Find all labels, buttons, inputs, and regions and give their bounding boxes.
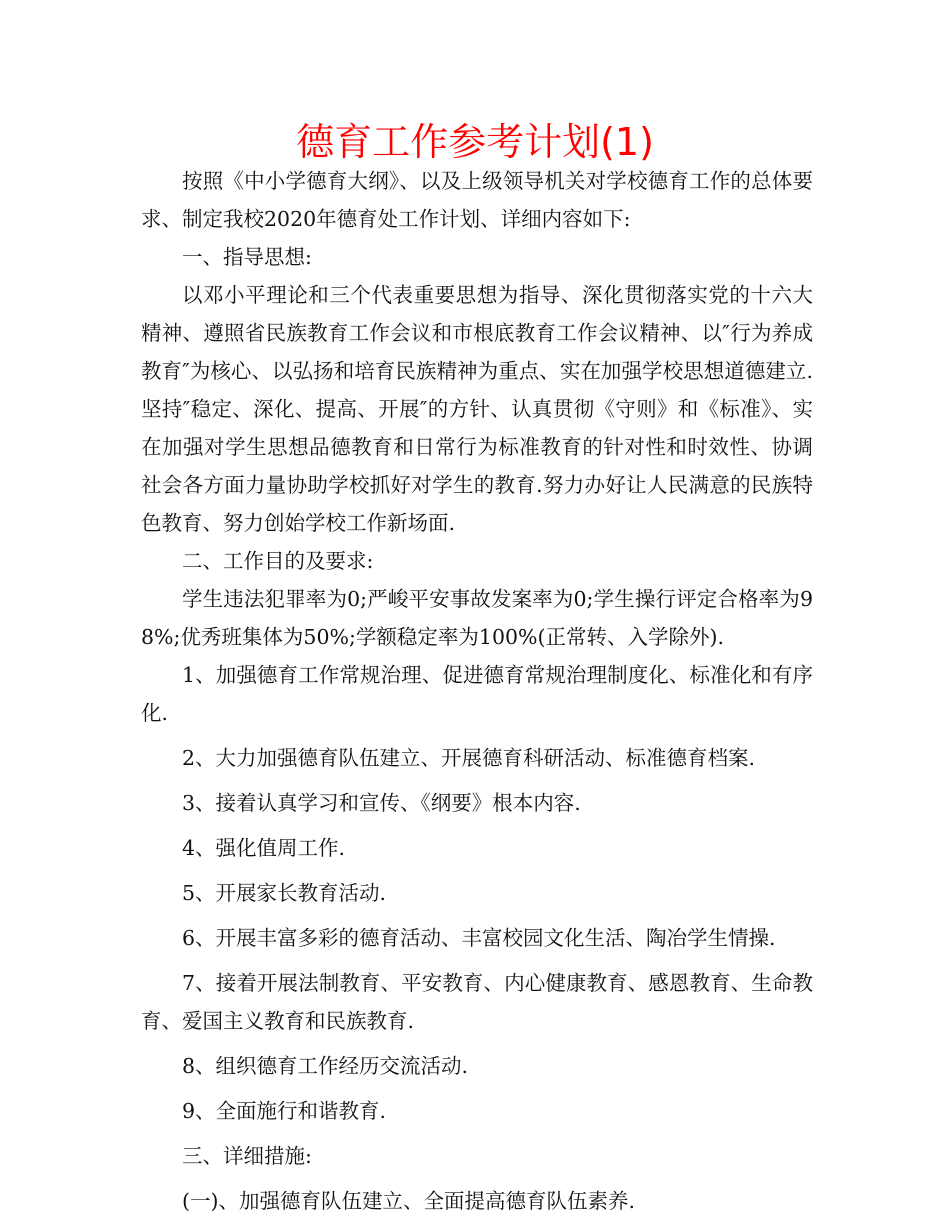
list-item-3: 3、接着认真学习和宣传、《纲要》根本内容.	[182, 791, 581, 815]
document-title: 德育工作参考计划(1)	[296, 120, 654, 164]
list-item-9: 9、全面施行和谐教育.	[182, 1099, 387, 1123]
list-item-5: 5、开展家长教育活动.	[182, 881, 387, 905]
list-item-7: 7、接着开展法制教育、平安教育、内心健康教育、感恩教育、生命教育、爱国主义教育和民族教育.	[141, 971, 813, 1033]
paragraph-goals-rates: 学生违法犯罪率为0;严峻平安事故发案率为0;学生操行评定合格率为98%;优秀班集体为50%;学额稳定率为100%(正常转、入学除外).	[141, 587, 813, 649]
list-item-2: 2、大力加强德育队伍建立、开展德育科研活动、标准德育档案.	[182, 746, 756, 770]
document-body	[141, 162, 813, 1220]
paragraph-guiding-ideology: 以邓小平理论和三个代表重要思想为指导、深化贯彻落实党的十六大精神、遵照省民族教育工作会议和市根底教育工作会议精神、以″行为养成教育″为核心、以弘扬和培育民族精神为重点、实在加强学校思想道德建立.坚持″稳定、深化、提高、开展″的方针、认真贯彻《守则》和《标准》、实在加强对学生思想品德教育和日常行为标准教育的针对性和时效性、协调社会各方面力量协助学校抓好对学生的教育.努力办好让人民满意的民族特色教育、努力创始学校工作新场面.	[141, 283, 813, 535]
list-item-6: 6、开展丰富多彩的德育活动、丰富校园文化生活、陶冶学生情操.	[182, 926, 776, 950]
heading-goals: 二、工作目的及要求:	[182, 549, 374, 573]
list-item-1: 1、加强德育工作常规治理、促进德育常规治理制度化、标准化和有序化.	[141, 663, 813, 725]
heading-measures: 三、详细措施:	[182, 1144, 312, 1168]
paragraph-intro: 按照《中小学德育大纲》、以及上级领导机关对学校德育工作的总体要求、制定我校2020年德育处工作计划、详细内容如下:	[141, 169, 813, 231]
list-item-4: 4、强化值周工作.	[182, 836, 346, 860]
heading-guiding-ideology: 一、指导思想:	[182, 245, 312, 269]
list-item-8: 8、组织德育工作经历交流活动.	[182, 1054, 469, 1078]
sub-heading-measure-1: (一)、加强德育队伍建立、全面提高德育队伍素养.	[182, 1189, 636, 1213]
